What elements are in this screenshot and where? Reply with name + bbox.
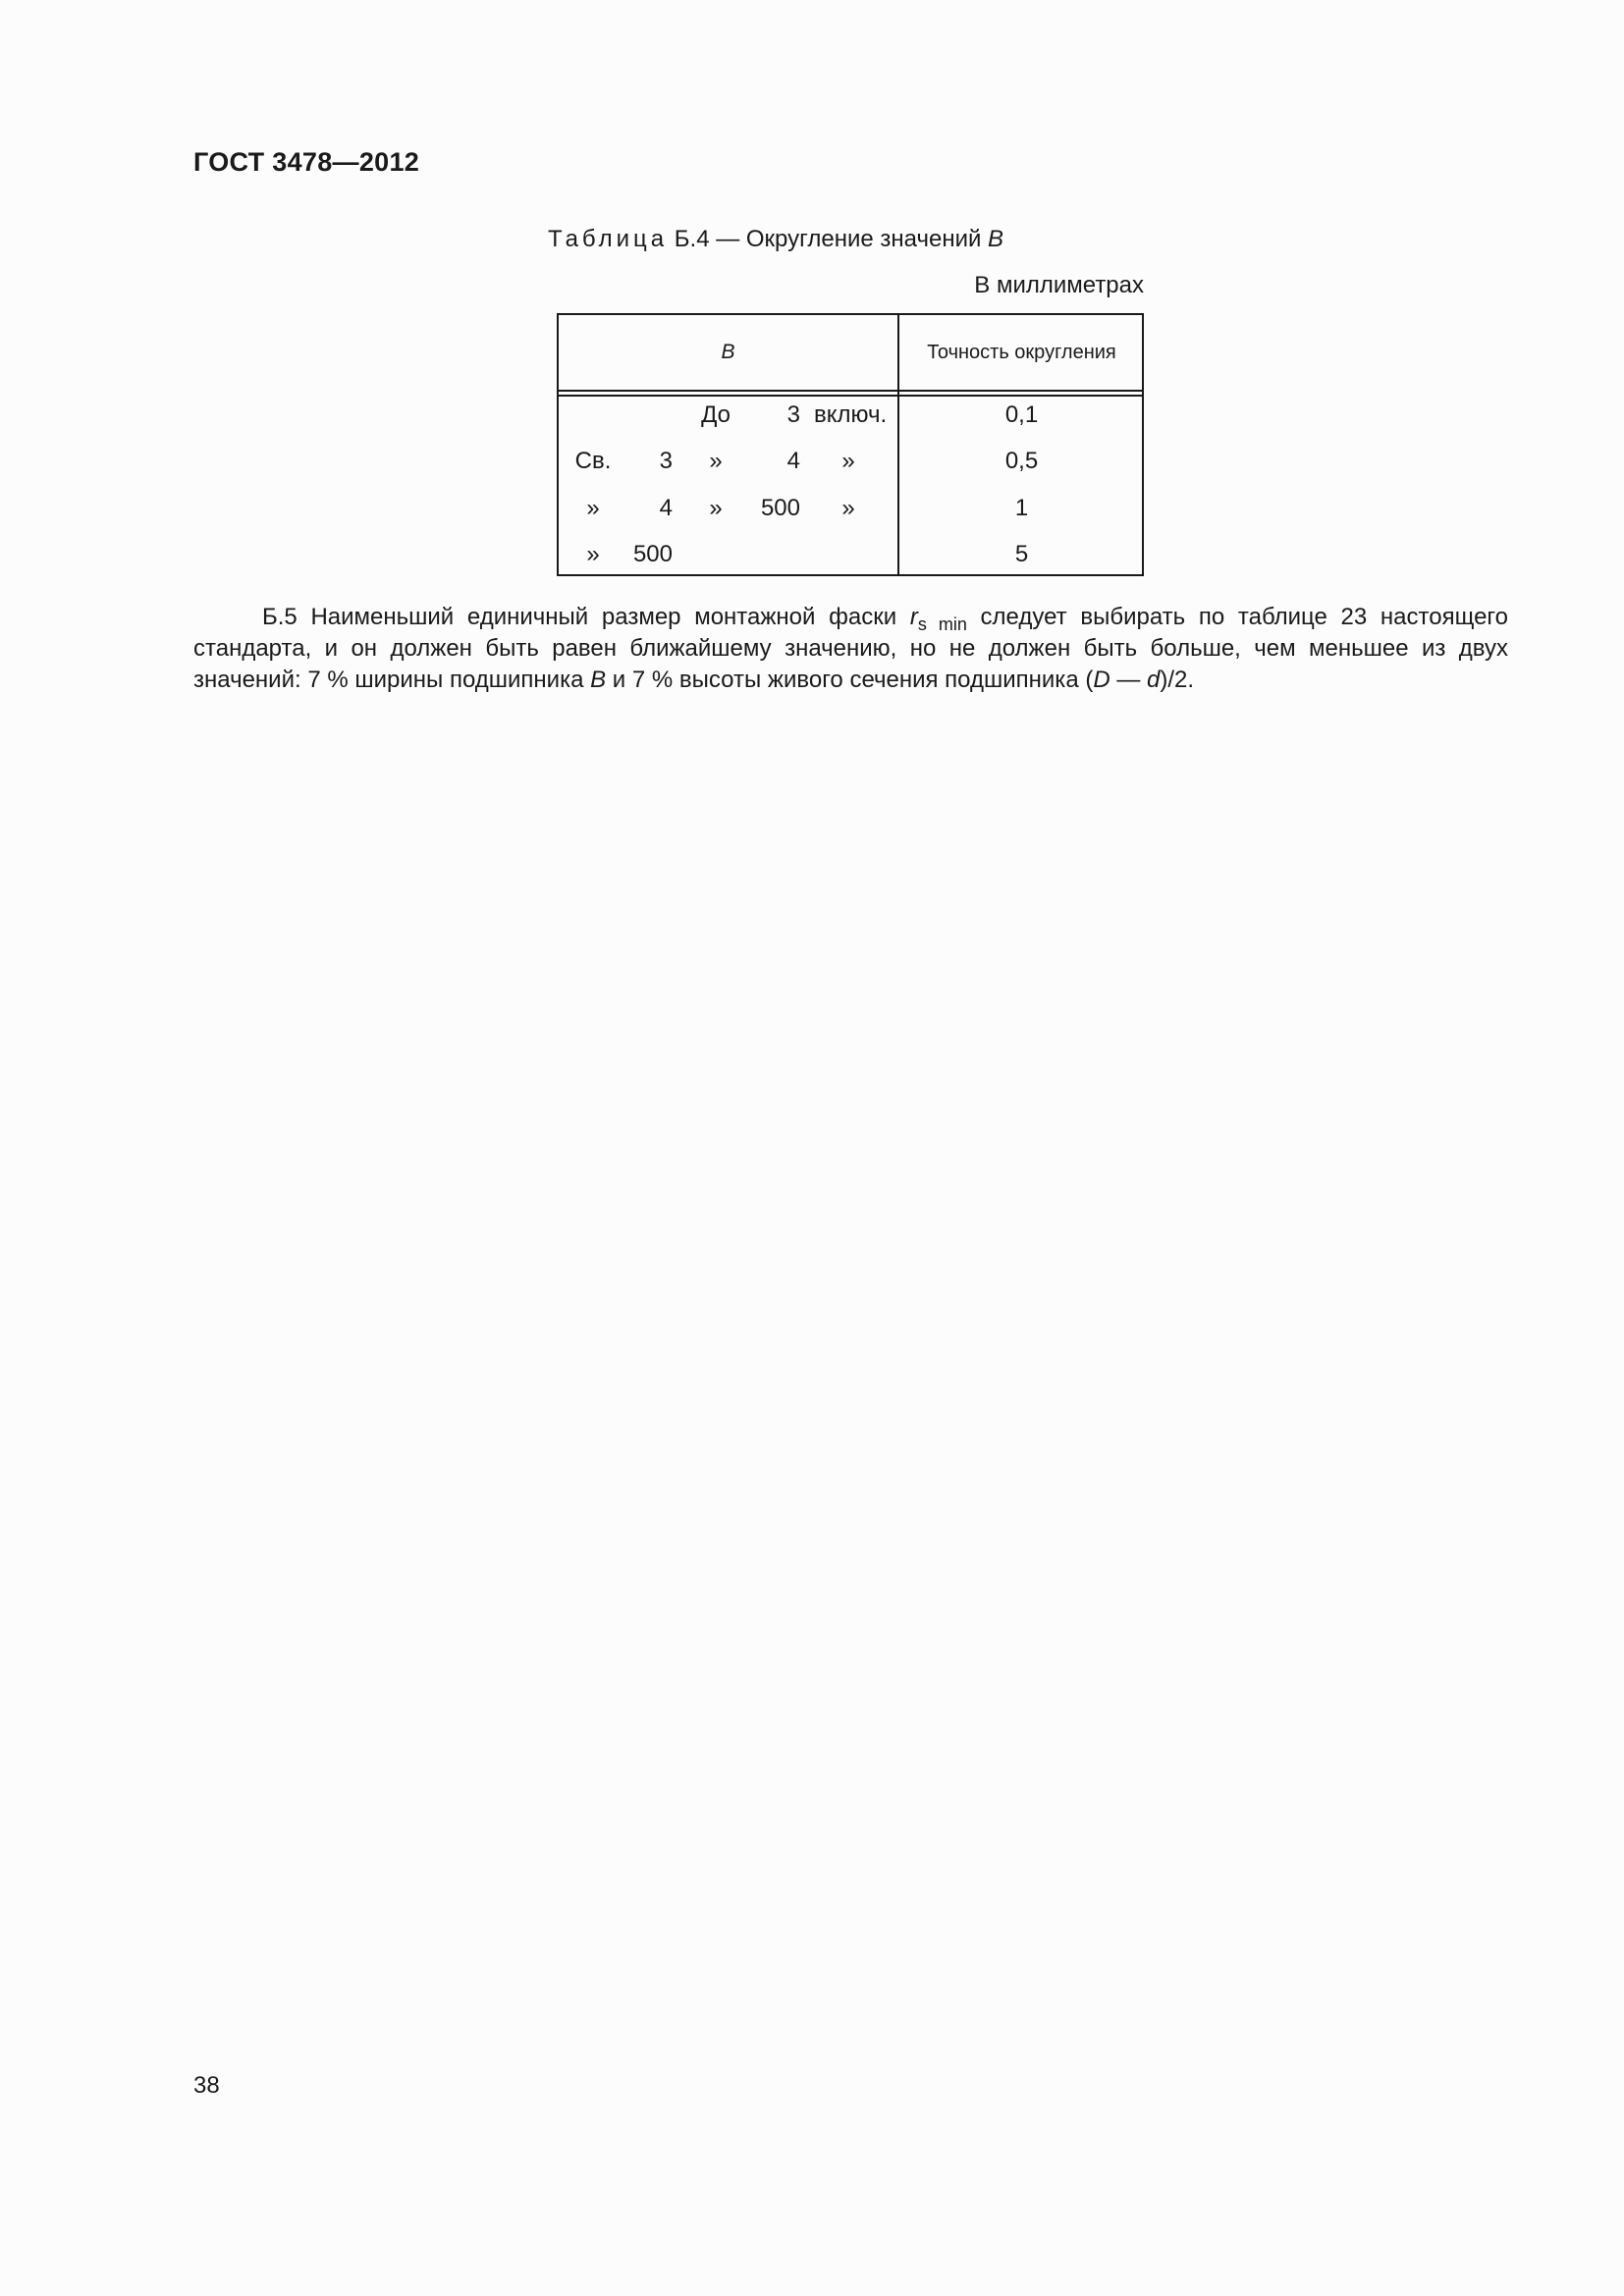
table-row-3-c1: »	[586, 495, 600, 521]
paragraph-part-3: и 7 % высоты живого сечения подшипника (	[606, 667, 1094, 693]
paragraph-dash: —	[1110, 667, 1148, 693]
table-header-divider	[559, 390, 1142, 392]
paragraph-part-2: следует выбирать по таблице 23 настоящего стандарта, и он должен быть равен ближайшему значению, но не должен быть больше, чем меньшее из двух значений: 7 % ширины подшипника	[193, 604, 1508, 693]
table-row-1-c3: До	[701, 401, 731, 428]
table-row-2-c2: 3	[659, 448, 673, 474]
table-row-4-accuracy: 5	[1014, 541, 1029, 567]
var-b: B	[590, 667, 607, 693]
var-r-subscript: s min	[917, 614, 967, 634]
rounding-table	[557, 313, 1144, 576]
table-header-accuracy: Точность округления	[927, 341, 1116, 363]
table-row-1-c5: включ.	[814, 401, 888, 428]
table-header-b: B	[721, 341, 735, 363]
table-row-4-c2: 500	[632, 541, 673, 567]
paragraph-part-1: Б.5 Наименьший единичный размер монтажной фаски	[262, 604, 910, 630]
table-row-3-c5: »	[841, 495, 855, 521]
table-row-3-c2: 4	[659, 495, 673, 521]
table-header-divider-second	[559, 395, 1142, 397]
var-d-inner: d	[1147, 667, 1161, 693]
table-row-1-accuracy: 0,1	[1004, 401, 1039, 428]
var-r: r	[909, 604, 918, 630]
table-caption-title: — Округление значений	[709, 226, 989, 252]
paragraph-part-4: )/2.	[1160, 667, 1195, 693]
table-caption-var: B	[988, 226, 1004, 252]
table-row-1-c4: 3	[786, 401, 800, 428]
document-header: ГОСТ 3478—2012	[193, 147, 420, 177]
table-row-2-c3: »	[709, 448, 723, 474]
table-row-3-c4: 500	[760, 495, 800, 521]
table-caption-prefix: Таблица	[548, 226, 669, 252]
var-d-outer: D	[1093, 667, 1110, 693]
table-row-2-c1: Св.	[574, 448, 612, 474]
table-caption-number: Б.4	[674, 226, 710, 252]
table-row-2-c5: »	[841, 448, 855, 474]
table-caption	[548, 226, 1003, 253]
table-row-4-c1: »	[586, 541, 600, 567]
table-row-2-accuracy: 0,5	[1004, 448, 1039, 474]
table-row-3-accuracy: 1	[1014, 495, 1029, 521]
table-units: В миллиметрах	[974, 272, 1144, 298]
table-row-2-c4: 4	[786, 448, 800, 474]
paragraph-b5	[193, 602, 1508, 696]
page-number: 38	[193, 2072, 220, 2099]
table-row-3-c3: »	[709, 495, 723, 521]
